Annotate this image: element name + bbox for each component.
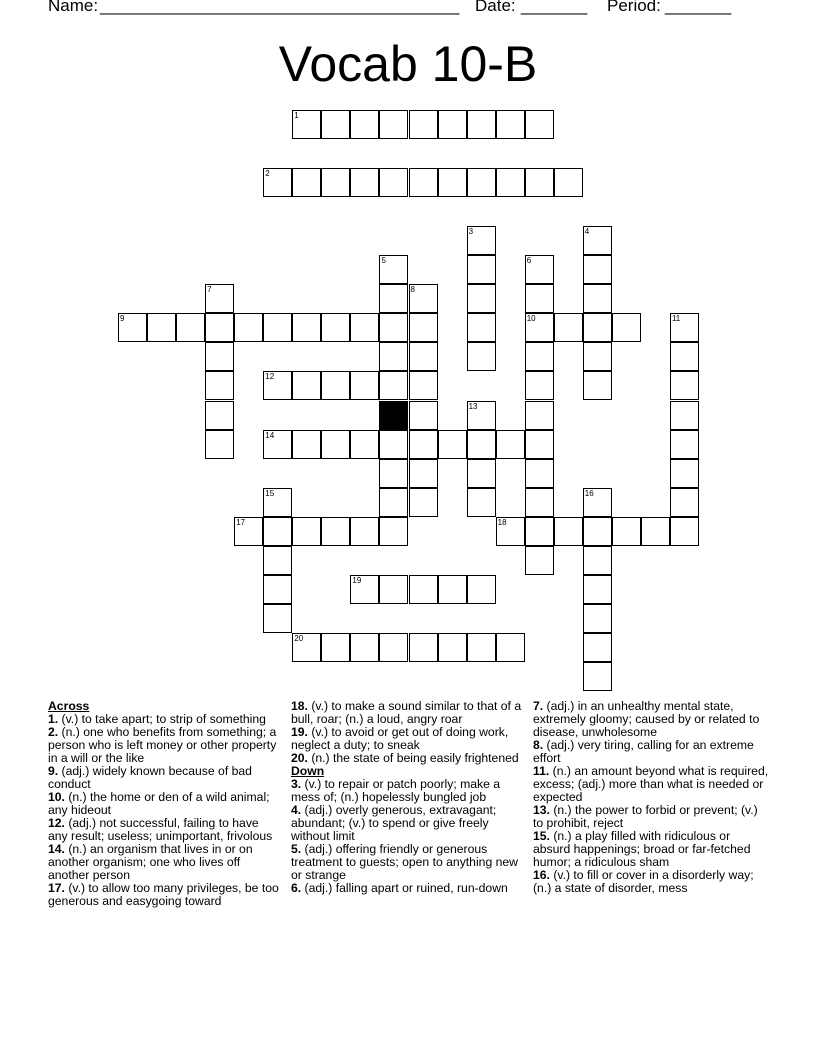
grid-cell[interactable] (670, 371, 699, 400)
clue-down-16: 16. (v.) to fill or cover in a disorderly way; (n.) a state of disorder, mess (533, 868, 754, 895)
clue-number: 15 (265, 488, 275, 498)
grid-cell[interactable] (409, 401, 438, 430)
grid-cell[interactable] (321, 313, 350, 342)
grid-cell[interactable] (409, 488, 438, 517)
clue-number: 4 (584, 227, 590, 237)
clue-number: 5 (381, 256, 386, 266)
clue-across-14: 14. (n.) an organism that lives in or on another organism; one who lives off another person (48, 842, 253, 882)
grid-cell[interactable] (467, 430, 496, 459)
grid-cell[interactable] (525, 546, 554, 575)
clue-number: 3 (468, 227, 474, 237)
clue-down-7: 7. (adj.) in an unhealthy mental state, extremely gloomy; caused by or related to disease, unwholesome (533, 699, 760, 739)
clue-across-19: 19. (v.) to avoid or get out of doing work, neglect a duty; to sneak (291, 725, 509, 752)
clues-column-3 (533, 700, 769, 895)
clue-down-11: 11. (n.) an amount beyond what is required, excess; (adj.) more than what is needed or expected (533, 764, 769, 804)
grid-cell[interactable] (525, 284, 554, 313)
grid-cell[interactable] (525, 459, 554, 488)
grid-cell[interactable] (350, 313, 379, 342)
clues-column-2 (291, 700, 523, 895)
grid-cell[interactable] (205, 371, 234, 400)
grid-cell[interactable] (263, 488, 292, 517)
grid-cell[interactable] (438, 430, 467, 459)
clue-number: 16 (584, 488, 594, 498)
grid-cell[interactable] (263, 313, 292, 342)
grid-cell[interactable] (292, 633, 321, 662)
grid-cell[interactable] (409, 430, 438, 459)
grid-cell[interactable] (583, 633, 612, 662)
clue-down-5: 5. (adj.) offering friendly or generous treatment to guests; open to anything new or strange (291, 842, 518, 882)
grid-cell[interactable] (583, 575, 612, 604)
grid-cell[interactable] (350, 575, 379, 604)
grid-cell[interactable] (583, 488, 612, 517)
clue-across-1: 1. (v.) to take apart; to strip of something (48, 712, 266, 726)
grid-cell[interactable] (118, 313, 147, 342)
grid-cell[interactable] (292, 430, 321, 459)
grid-cell[interactable] (467, 459, 496, 488)
grid-cell[interactable] (467, 575, 496, 604)
clue-down-4: 4. (adj.) overly generous, extravagant; abundant; (v.) to spend or give freely without limit (291, 803, 497, 843)
grid-cell[interactable] (670, 488, 699, 517)
grid-cell[interactable] (583, 255, 612, 284)
grid-cell[interactable] (438, 168, 467, 197)
clue-number: 8 (410, 285, 415, 295)
grid-cell[interactable] (525, 430, 554, 459)
grid-cell[interactable] (263, 575, 292, 604)
grid-cell[interactable] (263, 546, 292, 575)
grid-cell[interactable] (670, 517, 699, 546)
clue-number: 12 (265, 372, 275, 382)
grid-cell[interactable] (292, 313, 321, 342)
grid-cell[interactable] (612, 517, 641, 546)
clue-down-15: 15. (n.) a play filled with ridiculous or absurd happenings; broad or far-fetched humor; a ridiculous sham (533, 829, 751, 869)
grid-cell[interactable] (379, 430, 408, 459)
grid-cell[interactable] (409, 342, 438, 371)
grid-cell[interactable] (379, 633, 408, 662)
grid-cell[interactable] (583, 517, 612, 546)
grid-cell[interactable] (525, 110, 554, 139)
grid-cell[interactable] (409, 313, 438, 342)
grid-cell[interactable] (379, 342, 408, 371)
grid-cell[interactable] (292, 517, 321, 546)
grid-cell[interactable] (438, 633, 467, 662)
grid-cell[interactable] (467, 401, 496, 430)
clue-across-17: 17. (v.) to allow too many privileges, be too generous and easygoing toward (48, 881, 279, 908)
grid-cell[interactable] (205, 430, 234, 459)
grid-cell[interactable] (467, 255, 496, 284)
grid-cell[interactable] (234, 517, 263, 546)
grid-cell[interactable] (379, 110, 408, 139)
clue-number: 6 (526, 256, 532, 266)
grid-cell[interactable] (525, 488, 554, 517)
grid-cell[interactable] (467, 342, 496, 371)
grid-cell[interactable] (379, 313, 408, 342)
clue-number: 17 (236, 517, 246, 527)
clue-number: 7 (207, 285, 212, 295)
grid-cell[interactable] (379, 255, 408, 284)
grid-cell[interactable] (670, 401, 699, 430)
grid-cell[interactable] (583, 662, 612, 691)
grid-cell[interactable] (379, 168, 408, 197)
grid-cell[interactable] (496, 430, 525, 459)
grid-cell[interactable] (525, 371, 554, 400)
page-title: Vocab 10-B (278, 36, 538, 92)
grid-cell[interactable] (583, 284, 612, 313)
grid-cell[interactable] (321, 168, 350, 197)
grid-cell[interactable] (292, 168, 321, 197)
grid-cell[interactable] (409, 575, 438, 604)
clue-number: 14 (265, 430, 275, 440)
blocked-cell (379, 401, 408, 430)
grid-cell[interactable] (467, 284, 496, 313)
grid-cell[interactable] (467, 313, 496, 342)
clue-number: 20 (294, 633, 304, 643)
clue-number: 18 (497, 517, 507, 527)
grid-cell[interactable] (205, 401, 234, 430)
across-heading: Across (48, 699, 90, 713)
grid-cell[interactable] (379, 517, 408, 546)
grid-cell[interactable] (379, 488, 408, 517)
grid-cell[interactable] (438, 110, 467, 139)
grid-cell[interactable] (263, 430, 292, 459)
grid-cell[interactable] (583, 226, 612, 255)
grid-cell[interactable] (321, 517, 350, 546)
grid-cell[interactable] (409, 633, 438, 662)
grid-cell[interactable] (409, 371, 438, 400)
grid-cell[interactable] (205, 284, 234, 313)
grid-cell[interactable] (292, 110, 321, 139)
grid-cell[interactable] (554, 313, 583, 342)
grid-cell[interactable] (467, 168, 496, 197)
grid-cell[interactable] (379, 575, 408, 604)
clue-across-20: 20. (n.) the state of being easily frightened (291, 751, 519, 765)
grid-cell[interactable] (670, 313, 699, 342)
period-label: Period: (607, 0, 661, 15)
grid-cell[interactable] (350, 371, 379, 400)
grid-cell[interactable] (525, 401, 554, 430)
grid-cell[interactable] (379, 371, 408, 400)
grid-cell[interactable] (583, 342, 612, 371)
grid-cell[interactable] (147, 313, 176, 342)
grid-cell[interactable] (467, 488, 496, 517)
clue-number: 19 (352, 575, 362, 585)
grid-cell[interactable] (525, 517, 554, 546)
date-label: Date: (475, 0, 516, 15)
period-blank[interactable]: _______ (665, 0, 732, 15)
name-blank[interactable]: ______________________________________ (100, 0, 460, 15)
grid-cell[interactable] (350, 633, 379, 662)
grid-cell[interactable] (554, 168, 583, 197)
grid-cell[interactable] (438, 575, 467, 604)
clue-across-18: 18. (v.) to make a sound similar to that of a bull, roar; (n.) a loud, angry roar (291, 699, 522, 726)
grid-cell[interactable] (670, 430, 699, 459)
grid-cell[interactable] (263, 371, 292, 400)
grid-cell[interactable] (234, 313, 263, 342)
grid-cell[interactable] (263, 168, 292, 197)
grid-cell[interactable] (496, 633, 525, 662)
grid-cell[interactable] (525, 168, 554, 197)
clue-number: 1 (294, 111, 299, 120)
grid-cell[interactable] (583, 604, 612, 633)
grid-cell[interactable] (467, 633, 496, 662)
grid-cell[interactable] (525, 255, 554, 284)
grid-cell[interactable] (467, 110, 496, 139)
clue-down-8: 8. (adj.) very tiring, calling for an extreme effort (533, 738, 754, 765)
grid-cell[interactable] (641, 517, 670, 546)
grid-cell[interactable] (379, 284, 408, 313)
grid-cell[interactable] (350, 168, 379, 197)
date-blank[interactable]: _______ (521, 0, 588, 15)
grid-cell[interactable] (321, 430, 350, 459)
clue-across-10: 10. (n.) the home or den of a wild animal; any hideout (48, 790, 270, 817)
clue-number: 2 (265, 169, 270, 179)
grid-cell[interactable] (176, 313, 205, 342)
clue-down-13: 13. (n.) the power to forbid or prevent; (v.) to prohibit, reject (533, 803, 758, 830)
grid-cell[interactable] (263, 604, 292, 633)
grid-cell[interactable] (321, 110, 350, 139)
grid-cell[interactable] (205, 342, 234, 371)
down-heading: Down (291, 764, 325, 778)
grid-cell[interactable] (350, 430, 379, 459)
grid-cell[interactable] (496, 517, 525, 546)
clues-column-1 (48, 700, 280, 908)
grid-cell[interactable] (496, 168, 525, 197)
name-label: Name: (48, 0, 99, 15)
grid-cell[interactable] (670, 342, 699, 371)
clue-number: 9 (120, 314, 125, 324)
grid-cell[interactable] (525, 342, 554, 371)
grid-cell[interactable] (583, 371, 612, 400)
grid-cell[interactable] (583, 546, 612, 575)
grid-cell[interactable] (525, 313, 554, 342)
clue-across-2: 2. (n.) one who benefits from something; a person who is left money or other property in a will or the like (48, 725, 277, 765)
grid-cell[interactable] (350, 110, 379, 139)
grid-cell[interactable] (409, 459, 438, 488)
grid-cell[interactable] (263, 517, 292, 546)
grid-cell[interactable] (321, 633, 350, 662)
grid-cell[interactable] (292, 371, 321, 400)
clue-down-6: 6. (adj.) falling apart or ruined, run-down (291, 881, 508, 895)
grid-cell[interactable] (583, 313, 612, 342)
clue-down-3: 3. (v.) to repair or patch poorly; make a mess of; (n.) hopelessly bungled job (291, 777, 501, 804)
clue-number: 11 (671, 314, 681, 324)
clue-across-12: 12. (adj.) not successful, failing to have any result; useless; unimportant, frivolous (48, 816, 273, 843)
grid-cell[interactable] (205, 313, 234, 342)
grid-cell[interactable] (409, 168, 438, 197)
clue-number: 13 (468, 401, 478, 411)
grid-cell[interactable] (409, 284, 438, 313)
grid-cell[interactable] (554, 517, 583, 546)
clue-across-9: 9. (adj.) widely known because of bad conduct (48, 764, 252, 791)
grid-cell[interactable] (321, 371, 350, 400)
grid-cell[interactable] (496, 110, 525, 139)
grid-cell[interactable] (379, 459, 408, 488)
grid-cell[interactable] (409, 110, 438, 139)
grid-cell[interactable] (612, 313, 641, 342)
clue-number: 10 (526, 314, 536, 324)
grid-cell[interactable] (467, 226, 496, 255)
grid-cell[interactable] (670, 459, 699, 488)
grid-cell[interactable] (350, 517, 379, 546)
